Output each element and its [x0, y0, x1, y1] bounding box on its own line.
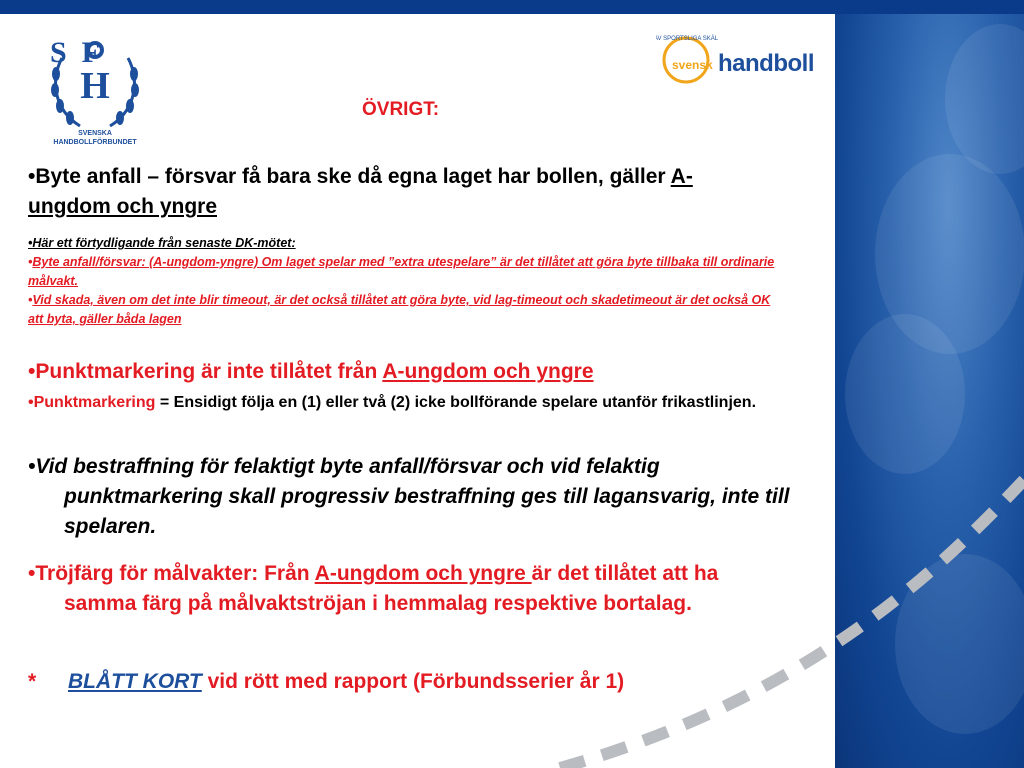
note-byte-text: Byte anfall/försvar: (A-ungdom-yngre) Om laget spelar med ”extra utespelare” är det tillåtet att göra byte tillbaka till ordinarie målvakt. — [28, 255, 775, 288]
item-byte-link: A-ungdom och yngre — [28, 165, 693, 218]
top-bar — [0, 0, 1024, 14]
note-skada — [28, 291, 788, 329]
photo-player-lower — [895, 554, 1024, 734]
handball-photo-panel — [835, 14, 1024, 768]
item-trojfarg — [28, 559, 784, 619]
item-punkt-text: Punktmarkering är inte tillåtet från — [35, 360, 383, 383]
note-heading — [28, 234, 788, 253]
hb-handboll-text: handboll — [718, 50, 814, 77]
item-trojfarg-text1: Tröjfärg för målvakter: Från — [35, 562, 315, 585]
page-title: ÖVRIGT: — [362, 99, 440, 120]
bullet: • — [28, 455, 36, 478]
bullet: • — [28, 165, 36, 188]
item-punkt — [28, 357, 788, 387]
hb-svensk-text: svensk — [672, 58, 713, 72]
note-skada-text: Vid skada, även om det inte blir timeout, är det också tillåtet att göra byte, vid lag-timeout och skadetimeout är det också OK att byta, gäller båda lagen — [28, 293, 771, 326]
sof-logo — [40, 30, 150, 150]
item-byte-text: Byte anfall – försvar få bara ske då egna laget har bollen, gäller — [35, 165, 671, 188]
item-trojfarg-link: A-ungdom och yngre — [314, 562, 532, 585]
item-bestraff — [28, 452, 820, 542]
svg-text:H: H — [80, 65, 110, 107]
bullet: • — [28, 236, 33, 250]
sof-org-name-2: HANDBOLLFÖRBUNDET — [53, 139, 137, 146]
item-punktdef-text: = Ensidigt följa en (1) eller två (2) icke bollförande spelare utanför frikastlinjen. — [155, 394, 757, 411]
bullet: • — [28, 255, 33, 269]
bullet: • — [28, 293, 33, 307]
photo-player-child — [845, 314, 965, 474]
item-blatt-term: BLÅTT KORT — [68, 670, 202, 693]
svensk-handboll-logo — [656, 28, 816, 88]
item-blatt-text: vid rött med rapport (Förbundsserier år 1) — [201, 670, 625, 693]
note-byte — [28, 253, 788, 291]
item-punktdef — [28, 391, 778, 414]
item-trojfarg-text2: är det tillåtet att ha samma färg på målvaktströjan i hemmalag respektive bortalag. — [64, 562, 719, 615]
sof-org-name: SVENSKA — [78, 130, 112, 137]
note-heading-text: Här ett förtydligande från senaste DK-mötet: — [32, 236, 296, 250]
item-byte — [28, 162, 768, 222]
item-punkt-link: A-ungdom och yngre — [382, 360, 594, 383]
sof-letters: S F — [50, 36, 101, 69]
asterisk-bullet: * — [28, 670, 37, 693]
bullet: • — [28, 394, 34, 411]
bullet: • — [28, 360, 36, 383]
hb-arc-text: AV SPORTSLIGA SKÄL — [656, 36, 719, 42]
item-blatt — [28, 667, 788, 697]
bullet: • — [28, 562, 36, 585]
item-punktdef-term: Punktmarkering — [33, 394, 156, 411]
photo-player-head — [945, 24, 1024, 174]
item-bestraff-text: Vid bestraffning för felaktigt byte anfall/försvar och vid felaktig punktmarkering skall progressiv bestraffning ges till lagansvarig, inte till spelaren. — [35, 455, 790, 538]
